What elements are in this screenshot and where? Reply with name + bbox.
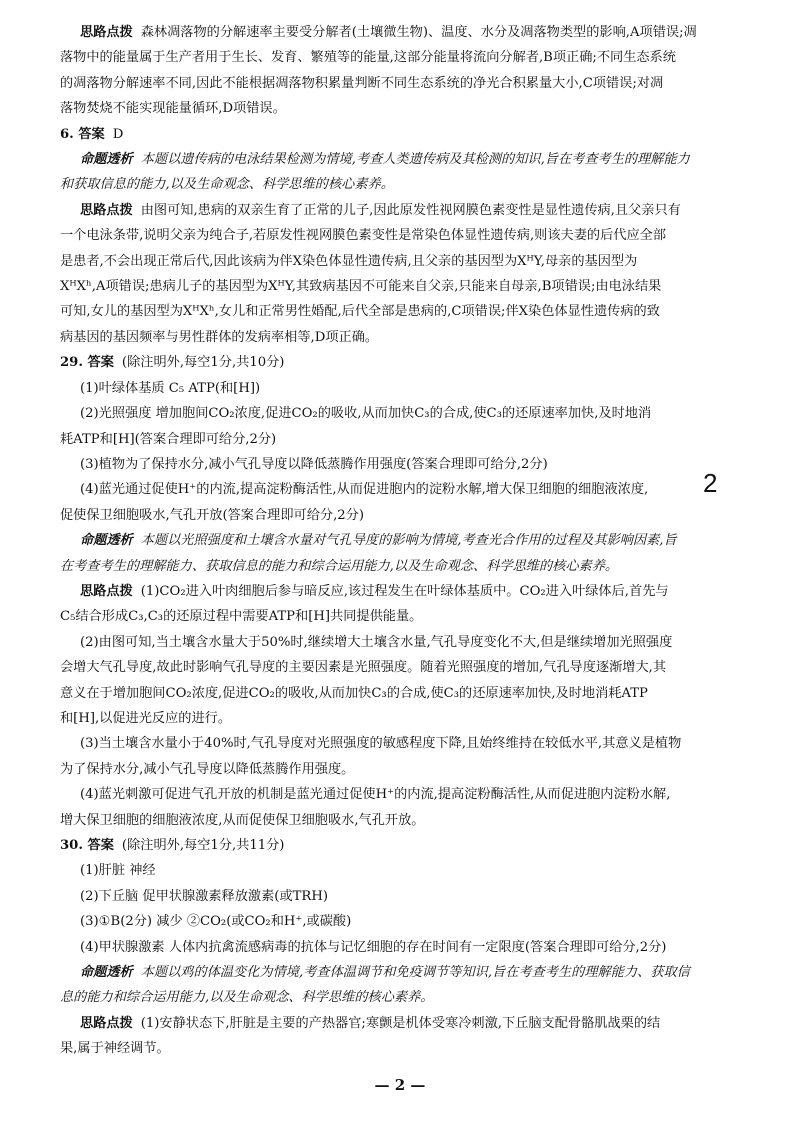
line-text: 本题以鸡的体温变化为情境,考查体温调节和免疫调节等知识,旨在考查考生的理解能力、获取信 [140,965,690,981]
line-label: 思路点拨 [80,25,133,40]
text-line [60,554,760,579]
line-text: (1)CO₂进入叶肉细胞后参与暗反应,该过程发生在叶绿体基质中。CO₂进入叶绿体后,首先与 [140,583,669,599]
line-text: 和获取信息的能力,以及生命观念、科学思维的核心素养。 [60,177,394,193]
text-line [60,45,760,70]
text-line [60,172,760,197]
line-text: (1)叶绿体基质 C₅ ATP(和[H]) [80,380,261,396]
text-line [60,299,760,324]
line-text: 森林凋落物的分解速率主要受分解者(土壤微生物)、温度、水分及凋落物类型的影响,A项错误;凋 [140,25,697,40]
line-text: XᴴXʰ,A项错误;患病儿子的基因型为XᴴY,其致病基因不可能来自父亲,只能来自母亲,B项错误;由电泳结果 [60,279,662,295]
text-line [60,350,760,375]
line-text: 在考查考生的理解能力、获取信息的能力和综合运用能力,以及生命观念、科学思维的核心素养。 [60,558,619,574]
line-text: (除注明外,每空1分,共11分) [121,838,285,853]
line-text: 一个电泳条带,说明父亲为纯合子,若原发性视网膜色素变性是常染色体显性遗传病,则该夫妻的后代应全部 [60,228,667,244]
text-line [60,630,760,655]
line-text: 耗ATP和[H](答案合理即可给分,2分) [60,431,277,447]
line-text: (1)肝脏 神经 [80,863,156,879]
text-line [60,376,760,401]
text-line [60,1036,760,1061]
line-text: (4)蓝光刺激可促进气孔开放的机制是蓝光通过促使H⁺的内流,提高淀粉酶活性,从而促进胞内淀粉水解, [80,787,671,803]
text-line [60,579,760,604]
line-text: (3)①B(2分) 减少 ②CO₂(或CO₂和H⁺,或碳酸) [80,914,352,930]
line-text: 促使保卫细胞吸水,气孔开放(答案合理即可给分,2分) [60,507,364,523]
line-label: 6. 答案 [60,126,105,142]
line-text: (除注明外,每空1分,共10分) [121,355,285,371]
text-line [60,325,760,350]
text-line [60,401,760,426]
line-text: 本题以光照强度和土壤含水量对气孔导度的影响为情境,考查光合作用的过程及其影响因素,旨 [140,533,677,549]
line-text: 本题以遗传病的电泳结果检测为情境,考查人类遗传病及其检测的知识,旨在考查考生的理解能力 [140,152,690,168]
line-label: 29. 答案 [60,355,114,371]
line-text: 病基因的基因频率与男性群体的发病率相等,D项正确。 [60,329,379,345]
line-text: C₅结合形成C₃,C₃的还原过程中需要ATP和[H]共同提供能量。 [60,609,423,625]
line-text: (1)安静状态下,肝脏是主要的产热器官;寒颤是机体受寒冷刺激,下丘脑支配骨骼肌战栗的结 [140,1015,661,1031]
text-line [60,858,760,883]
line-text: 会增大气孔导度,故此时影响气孔导度的主要因素是光照强度。随着光照强度的增加,气孔导度逐渐增大,其 [60,660,667,676]
text-line [60,427,760,452]
line-label: 命题透析 [80,533,133,549]
line-text: D [112,126,124,142]
line-text: 的凋落物分解速率不同,因此不能根据凋落物积累量判断不同生态系统的净光合积累量大小,C项错误;对凋 [60,75,664,91]
text-line [60,935,760,960]
text-line [60,198,760,223]
text-line [60,1011,760,1036]
text-line [60,833,760,858]
line-text: (2)光照强度 增加胞间CO₂浓度,促进CO₂的吸收,从而加快C₃的合成,使C₃的还原速率加快,及时地消 [80,406,652,422]
line-text: (2)由图可知,当土壤含水量大于50%时,继续增大土壤含水量,气孔导度变化不大,但是继续增加光照强度 [80,634,673,650]
line-text: 是患者,不会出现正常后代,因此该病为伴X染色体显性遗传病,且父亲的基因型为XᴴY,母亲的基因型为 [60,253,638,269]
line-text: (4)蓝光通过促使H⁺的内流,提高淀粉酶活性,从而促进胞内的淀粉水解,增大保卫细胞的细胞液浓度, [80,482,649,498]
line-text: 息的能力和综合运用能力,以及生命观念、科学思维的核心素养。 [60,990,434,1006]
answer-content [60,20,760,1062]
line-text: (3)当土壤含水量小于40%时,气孔导度对光照强度的敏感程度下降,且始终维持在较低水平,其意义是植物 [80,736,682,752]
line-text: 落物焚烧不能实现能量循环,D项错误。 [60,101,286,117]
text-line [60,147,760,172]
text-line [60,274,760,299]
line-text: (4)甲状腺激素 人体内抗禽流感病毒的抗体与记忆细胞的存在时间有一定限度(答案合理即可给分,2分) [80,939,667,955]
line-text: 意义在于增加胞间CO₂浓度,促进CO₂的吸收,从而加快C₃的合成,使C₃的还原速率加快,及时地消耗ATP [60,685,648,701]
line-text: 果,属于神经调节。 [60,1041,170,1057]
text-line [60,808,760,833]
line-label: 30. 答案 [60,838,114,853]
text-line [60,884,760,909]
line-label: 命题透析 [80,965,133,981]
line-label: 命题透析 [80,152,133,168]
text-line [60,503,760,528]
line-text: 增大保卫细胞的细胞液浓度,从而促使保卫细胞吸水,气孔开放。 [60,812,425,828]
side-page-mark: 2 [703,468,718,498]
text-line [60,960,760,985]
text-line [60,528,760,553]
line-text: 可知,女儿的基因型为XᴴXʰ,女儿和正常男性婚配,后代全部是患病的,C项错误;伴X染色体显性遗传病的致 [60,304,660,320]
text-line [60,681,760,706]
line-text: 由图可知,患病的双亲生育了正常的儿子,因此原发性视网膜色素变性是显性遗传病,且父亲只有 [140,202,681,218]
line-text: (2)下丘脑 促甲状腺激素释放激素(或TRH) [80,888,329,904]
text-line [60,477,760,502]
line-text: 和[H],以促进光反应的进行。 [60,710,232,726]
text-line [60,20,760,45]
text-line [60,223,760,248]
text-line [60,71,760,96]
line-text: 落物中的能量属于生产者用于生长、发育、繁殖等的能量,这部分能量将流向分解者,B项正确;不同生态系统 [60,50,676,66]
line-label: 思路点拨 [80,583,133,599]
text-line [60,706,760,731]
text-line [60,604,760,629]
text-line [60,249,760,274]
page-footer: — 2 — [374,1076,426,1094]
text-line [60,757,760,782]
text-line [60,655,760,680]
text-line [60,452,760,477]
line-text: (3)植物为了保持水分,减小气孔导度以降低蒸腾作用强度(答案合理即可给分,2分) [80,456,548,472]
text-line [60,731,760,756]
text-line [60,122,760,147]
text-line [60,909,760,934]
text-line [60,782,760,807]
line-text: 为了保持水分,减小气孔导度以降低蒸腾作用强度。 [60,761,355,777]
line-label: 思路点拨 [80,202,133,218]
line-label: 思路点拨 [80,1015,133,1031]
text-line [60,96,760,121]
text-line [60,985,760,1010]
